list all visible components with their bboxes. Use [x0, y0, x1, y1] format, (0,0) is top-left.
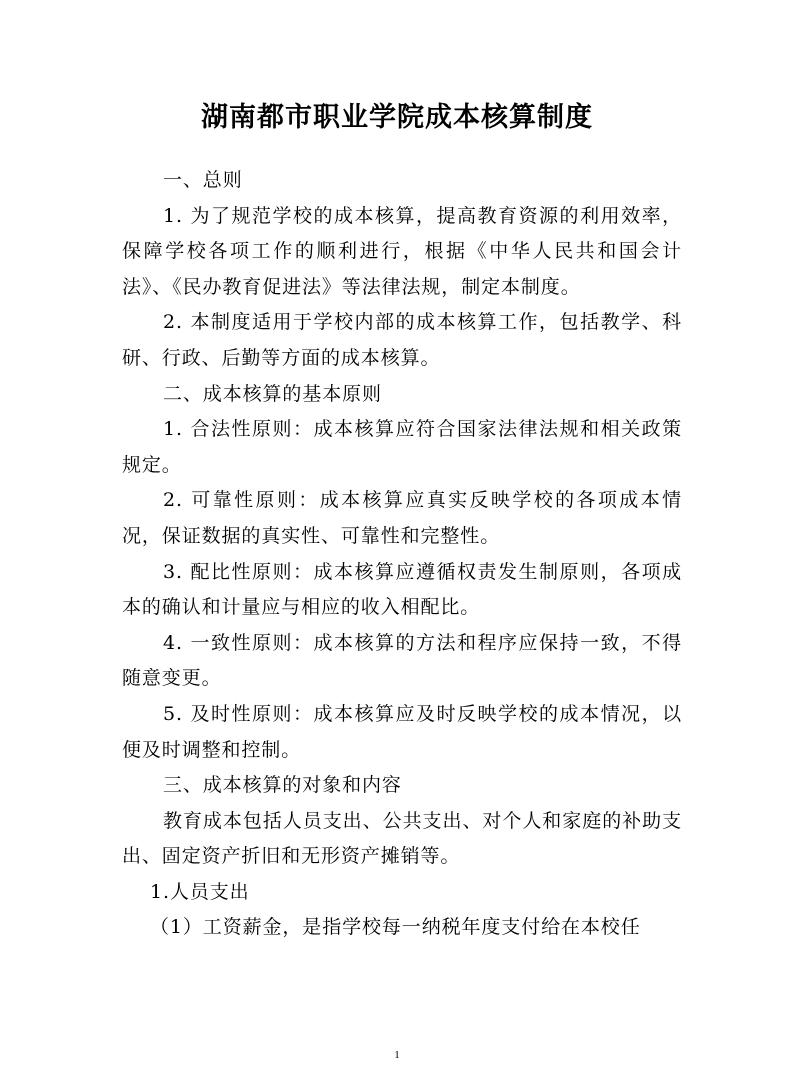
paragraph-education-cost: 教育成本包括人员支出、公共支出、对个人和家庭的补助支出、固定资产折旧和无形资产摊销等。 [122, 809, 682, 868]
paragraph-timeliness-principle: 5. 及时性原则：成本核算应及时反映学校的成本情况，以便及时调整和控制。 [122, 702, 682, 761]
subheading-personnel-expenses: 1.人员支出 [150, 880, 250, 903]
section-heading-general: 一、总则 [163, 169, 243, 191]
document-body [122, 163, 682, 946]
paragraph-scope: 2. 本制度适用于学校内部的成本核算工作，包括教学、科研、行政、后勤等方面的成本核算。 [122, 311, 682, 369]
page-number: 1 [394, 1049, 400, 1061]
paragraph-reliability-principle: 2. 可靠性原则：成本核算应真实反映学校的各项成本情况，保证数据的真实性、可靠性和完整性。 [122, 489, 682, 547]
document-title: 湖南都市职业学院成本核算制度 [201, 102, 593, 133]
paragraph-purpose: 1. 为了规范学校的成本核算，提高教育资源的利用效率，保障学校各项工作的顺利进行，根据《中华人民共和国会计法》、《民办教育促进法》等法律法规，制定本制度。 [122, 204, 682, 298]
paragraph-legality-principle: 1. 合法性原则：成本核算应符合国家法律法规和相关政策规定。 [122, 418, 682, 476]
paragraph-consistency-principle: 4. 一致性原则：成本核算的方法和程序应保持一致，不得随意变更。 [122, 631, 682, 690]
paragraph-wages: （1）工资薪金，是指学校每一纳税年度支付给在本校任 [150, 916, 641, 939]
paragraph-matching-principle: 3. 配比性原则：成本核算应遵循权责发生制原则，各项成本的确认和计量应与相应的收入相配比。 [122, 560, 682, 619]
section-heading-principles: 二、成本核算的基本原则 [163, 382, 382, 405]
section-heading-objects: 三、成本核算的对象和内容 [163, 774, 402, 797]
